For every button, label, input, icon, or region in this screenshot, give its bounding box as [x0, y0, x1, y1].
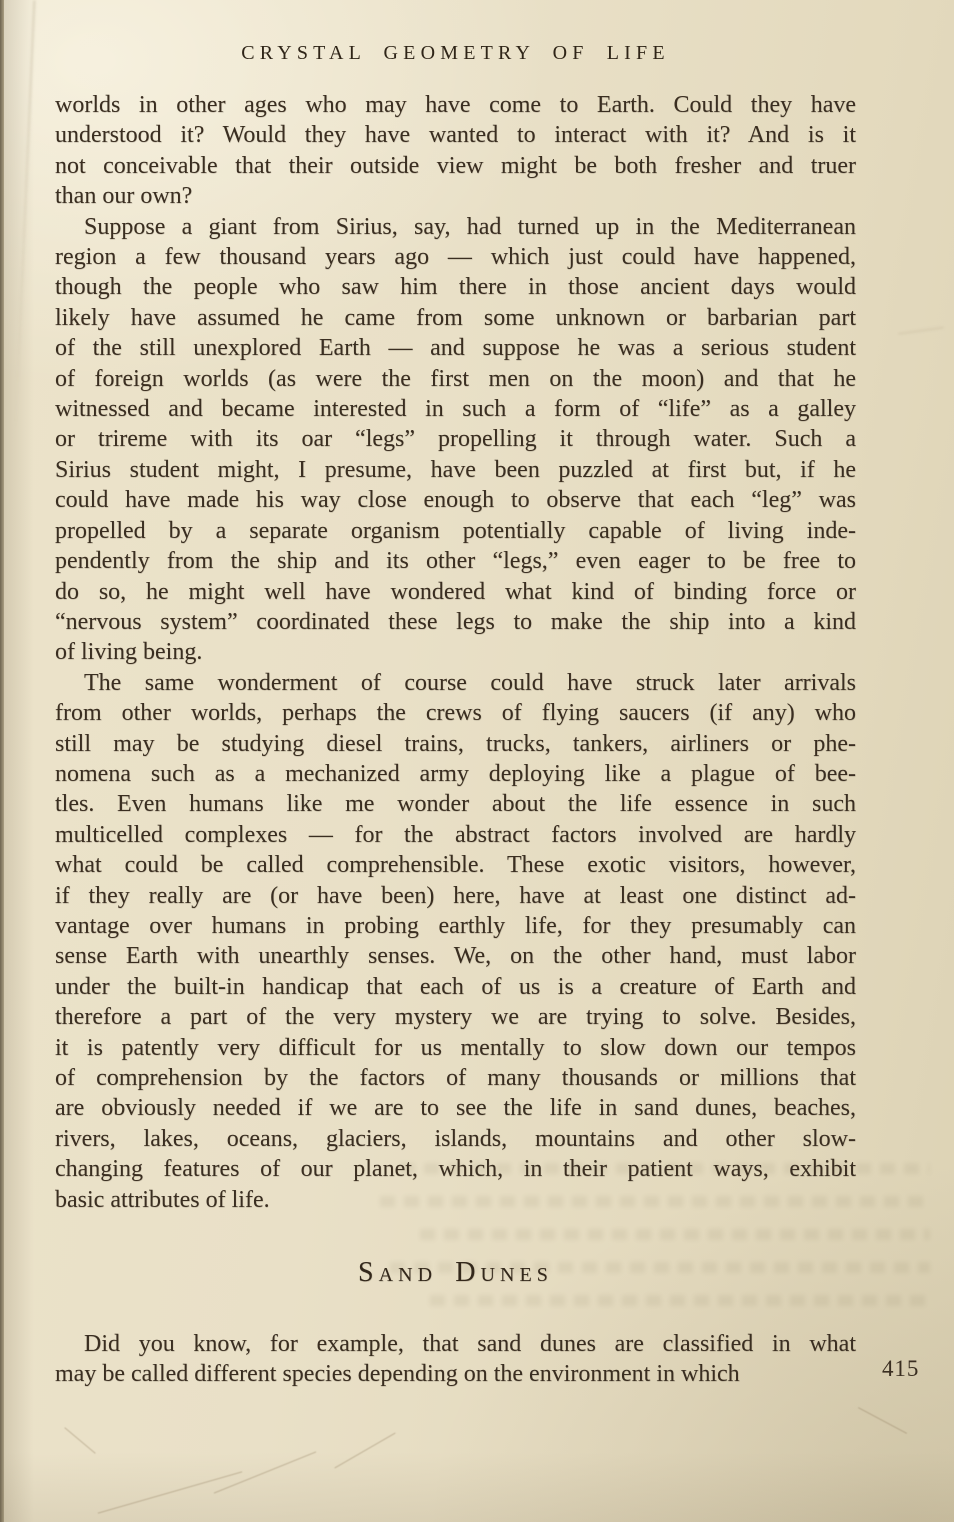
page-gutter-shade: [4, 0, 34, 1522]
text-line: if they really are (or have been) here, have at least one distinct ad-: [55, 882, 856, 909]
text-line: of living being.: [55, 639, 203, 666]
text-line: from other worlds, perhaps the crews of flying saucers (if any) who: [55, 700, 856, 727]
text-line: are obviously needed if we are to see the life in sand dunes, beaches,: [55, 1095, 856, 1122]
paper-scratch: [64, 1427, 95, 1453]
paper-scratch: [858, 1407, 907, 1434]
text-line: likely have assumed he came from some unknown or barbarian part: [55, 304, 856, 331]
text-line: The same wonderment of course could have struck later arrivals: [84, 669, 856, 696]
text-line: rivers, lakes, oceans, glaciers, islands, mountains and other slow-: [55, 1125, 856, 1152]
text-line: not conceivable that their outside view might be both fresher and truer: [55, 152, 856, 179]
text-line: changing features of our planet, which, in their patient ways, exhibit: [55, 1156, 856, 1183]
text-line: still may be studying diesel trains, trucks, tankers, airliners or phe-: [55, 730, 856, 757]
page-body: [55, 90, 856, 1390]
text-line: Suppose a giant from Sirius, say, had turned up in the Mediterranean: [84, 213, 856, 240]
text-line: region a few thousand years ago — which just could have happened,: [55, 244, 856, 271]
text-line: sense Earth with unearthly senses. We, on the other hand, must labor: [55, 943, 856, 970]
paper-crease: [898, 327, 944, 335]
paragraph: [55, 212, 856, 668]
text-line: though the people who saw him there in those ancient days would: [55, 274, 856, 301]
text-line: “nervous system” coordinated these legs to make the ship into a kind: [55, 608, 856, 635]
text-line: worlds in other ages who may have come to Earth. Could they have: [55, 92, 856, 118]
section-heading: Sand Dunes: [358, 1257, 553, 1289]
text-line: of comprehension by the factors of many thousands or millions that: [55, 1065, 856, 1091]
text-line: what could be called comprehensible. These exotic visitors, however,: [55, 852, 856, 879]
text-line: it is patently very difficult for us mentally to slow down our tempos: [55, 1034, 856, 1061]
text-line: of foreign worlds (as were the first men on the moon) and that he: [55, 365, 856, 392]
text-line: than our own?: [55, 183, 193, 210]
text-line: could have made his way close enough to observe that each “leg” was: [55, 487, 856, 514]
text-line: therefore a part of the very mystery we are trying to solve. Besides,: [55, 1004, 856, 1031]
text-line: basic attributes of life.: [55, 1186, 270, 1213]
text-line: witnessed and became interested in such a form of “life” as a galley: [55, 396, 856, 423]
paragraph: [55, 90, 856, 212]
text-line: vantage over humans in probing earthly life, for they presumably can: [55, 912, 856, 939]
paragraph: [55, 668, 856, 1215]
paragraph: [55, 1329, 856, 1390]
text-line: tles. Even humans like me wonder about the life essence in such: [55, 791, 856, 818]
text-line: understood it? Would they have wanted to interact with it? And is it: [55, 122, 856, 149]
running-head: CRYSTAL GEOMETRY OF LIFE: [241, 42, 670, 64]
text-line: Sirius student might, I presume, have been puzzled at first but, if he: [55, 456, 856, 483]
text-line: pendently from the ship and its other “legs,” even eager to be free to: [55, 548, 856, 575]
text-line: may be called different species depending on the environment in which: [55, 1361, 740, 1388]
page-bottom-shade: [0, 1452, 954, 1522]
text-line: do so, he might well have wondered what kind of binding force or: [55, 578, 856, 605]
text-line: multicelled complexes — for the abstract factors involved are hardly: [55, 821, 856, 848]
text-line: or trireme with its oar “legs” propelling it through water. Such a: [55, 426, 856, 453]
page-number: 415: [882, 1356, 920, 1381]
text-line: propelled by a separate organism potentially capable of living inde-: [55, 517, 856, 544]
text-line: under the built-in handicap that each of us is a creature of Earth and: [55, 973, 856, 1000]
text-line: of the still unexplored Earth — and suppose he was a serious student: [55, 335, 856, 362]
text-line: Did you know, for example, that sand dunes are classified in what: [84, 1331, 856, 1358]
text-line: nomena such as a mechanized army deploying like a plague of bee-: [55, 760, 856, 787]
